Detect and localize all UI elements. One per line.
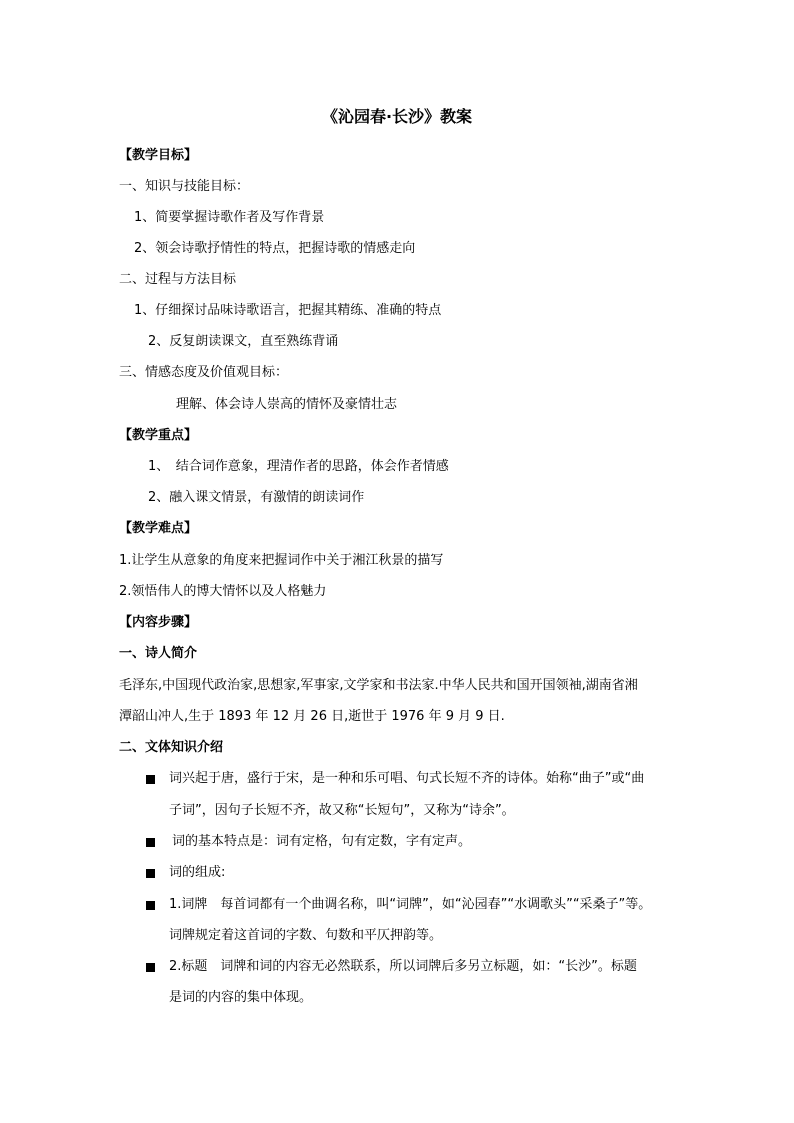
process-goal-2: 2、反复朗读课文，直至熟练背诵 [148, 334, 339, 349]
key-point-2: 2、融入课文情景，有激情的朗读词作 [148, 490, 365, 505]
difficulties-header: 【教学难点】 [119, 521, 198, 536]
objectives-header: 【教学目标】 [119, 148, 198, 163]
bullet-1-line-1: 词兴起于唐，盛行于宋，是一种和乐可唱、句式长短不齐的诗体。始称“曲子”或“曲 [169, 771, 645, 786]
square-bullet-icon [146, 775, 155, 784]
square-bullet-icon [146, 838, 155, 847]
emotion-goal-title: 三、情感态度及价值观目标： [119, 365, 289, 380]
genre-intro-title: 二、文体知识介绍 [119, 740, 224, 755]
process-goal-title: 二、过程与方法目标 [119, 272, 237, 287]
document-title: 《沁园春·长沙》教案 [321, 107, 473, 126]
difficulty-1: 1.让学生从意象的角度来把握词作中关于湘江秋景的描写 [119, 553, 444, 568]
emotion-goal-1: 理解、体会诗人崇高的情怀及豪情壮志 [176, 397, 398, 412]
bullet-5-line-2: 是词的内容的集中体现。 [169, 990, 313, 1005]
key-point-1: 1、 结合词作意象，理清作者的思路，体会作者情感 [148, 459, 449, 474]
poet-bio-line-1: 毛泽东,中国现代政治家,思想家,军事家,文学家和书法家.中华人民共和国开国领袖,湖南省湘 [119, 678, 638, 693]
bullet-5-line-1: 2.标题 词牌和词的内容无必然联系，所以词牌后多另立标题，如：“长沙”。标题 [169, 959, 637, 974]
bullet-4-line-1: 1.词牌 每首词都有一个曲调名称，叫“词牌”，如“沁园春”“水调歌头”“采桑子”等。 [169, 897, 652, 912]
bullet-1-line-2: 子词”，因句子长短不齐，故又称“长短句”，又称为“诗余”。 [169, 803, 515, 818]
bullet-3: 词的组成: [169, 865, 226, 880]
square-bullet-icon [146, 869, 155, 878]
square-bullet-icon [146, 901, 155, 910]
key-points-header: 【教学重点】 [119, 428, 198, 443]
difficulty-2: 2.领悟伟人的博大情怀以及人格魅力 [119, 584, 327, 599]
knowledge-goal-1: 1、简要掌握诗歌作者及写作背景 [134, 210, 325, 225]
process-goal-1: 1、仔细探讨品味诗歌语言，把握其精练、准确的特点 [134, 303, 442, 318]
square-bullet-icon [146, 963, 155, 972]
bullet-2: 词的基本特点是：词有定格，句有定数，字有定声。 [172, 834, 472, 849]
knowledge-goal-2: 2、领会诗歌抒情性的特点，把握诗歌的情感走向 [134, 241, 416, 256]
poet-bio-line-2: 潭韶山冲人,生于 1893 年 12 月 26 日,逝世于 1976 年 9 月 9 日. [119, 709, 505, 724]
poet-intro-title: 一、诗人简介 [119, 646, 198, 661]
steps-header: 【内容步骤】 [119, 615, 198, 630]
knowledge-goal-title: 一、知识与技能目标： [119, 179, 250, 194]
bullet-4-line-2: 词牌规定着这首词的字数、句数和平仄押韵等。 [169, 928, 443, 943]
